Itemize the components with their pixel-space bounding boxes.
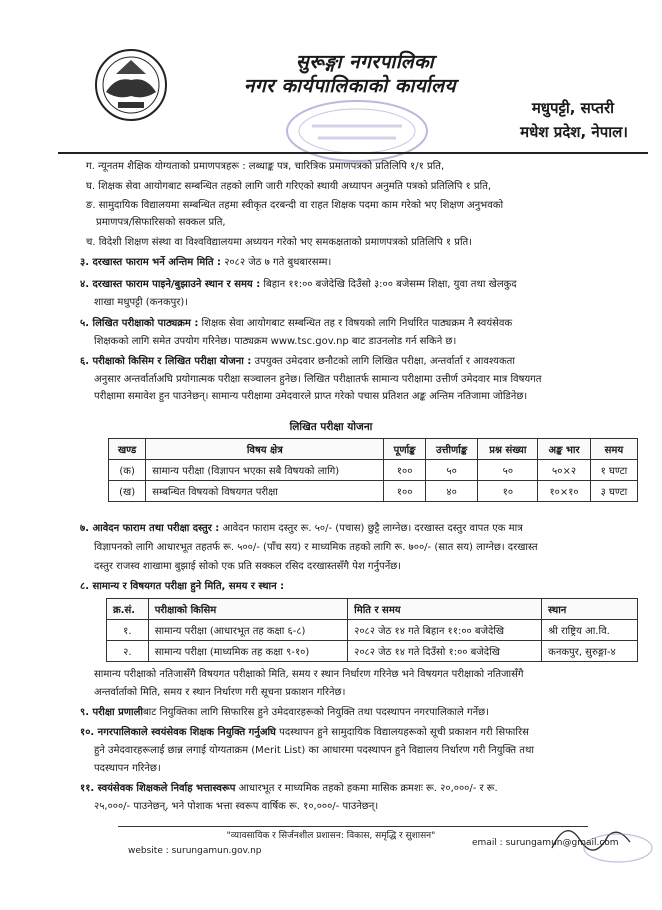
table-cell: १० bbox=[478, 481, 538, 502]
address-line-2: मधेश प्रदेश, नेपाल। bbox=[520, 123, 628, 141]
para-10-cont-2: पदस्थापन गरिनेछ। bbox=[94, 763, 161, 774]
para-7-head: ७. आवेदन फाराम तथा परीक्षा दस्तुर : bbox=[80, 523, 220, 534]
footer-email[interactable]: email : surungamun@gmail.com bbox=[472, 838, 619, 848]
table-cell: सामान्य परीक्षा (आधारभूत तह कक्षा ६-८) bbox=[148, 620, 347, 641]
after-table-line-1: सामान्य परीक्षाको नतिजासँगै विषयगत परीक्षाको मिति, समय र स्थान निर्धारण गरिनेछ भने विषयगत परीक्षाको नतिजासँगै bbox=[94, 669, 524, 680]
item-cha: च. विदेशी शिक्षण संस्था वा विश्वविद्यालयमा अध्ययन गरेको भए समकक्षताको प्रमाणपत्रको प्रतिलिपि १ प्रति। bbox=[86, 237, 473, 248]
table-header-cell: खण्ड bbox=[109, 439, 146, 460]
table-cell: श्री राष्ट्रिय आ.वि. bbox=[542, 620, 638, 641]
para-4 bbox=[80, 278, 517, 292]
para-5-head: ५. लिखित परीक्षाको पाठ्यक्रम : bbox=[80, 318, 199, 329]
item-nga-cont: प्रमाणपत्र/सिफारिसको सक्कल प्रति, bbox=[96, 217, 226, 228]
footer-slogan: "व्यावसायिक र सिर्जनशील प्रशासन: विकास, समृद्धि र सुशासन" bbox=[226, 831, 436, 841]
para-5-cont: शिक्षकको लागि समेत उपयोग गरिनेछ। पाठ्यक्रम www.tsc.gov.np बाट डाउनलोड गर्न सकिने छ। bbox=[94, 336, 457, 347]
municipality-name: सुरूङ्गा नगरपालिका bbox=[295, 51, 435, 73]
para-3-head: ३. दरखास्त फाराम भर्ने अन्तिम मिति : bbox=[80, 257, 222, 268]
table-cell: २०८२ जेठ १४ गते बिहान ११:०० बजेदेखि bbox=[348, 620, 542, 641]
para-4-cont: शाखा मधुपट्टी (कनकपुर)। bbox=[94, 297, 189, 308]
table-cell: ५० bbox=[478, 460, 538, 481]
para-7-cont-1: विज्ञापनको लागि आधारभूत तहतर्फ रू. ५००/- (पाँच सय) र माध्यमिक तहको लागि रू. ७००/- (सात सय) लाग्नेछ। दरखास्त bbox=[94, 542, 538, 553]
table-cell: कनकपुर, सुरुङ्गा-४ bbox=[542, 641, 638, 662]
table-cell: २०८२ जेठ १४ गते दिउँसो १:०० बजेदेखि bbox=[348, 641, 542, 662]
exam-table-caption: लिखित परीक्षा योजना bbox=[289, 421, 373, 433]
table-header-cell: उत्तीर्णाङ्क bbox=[425, 439, 478, 460]
schedule-table bbox=[106, 598, 638, 662]
item-ga: ग. न्यूनतम शैक्षिक योग्यताको प्रमाणपत्रहरू : लब्धाङ्क पत्र, चारित्रिक प्रमाणपत्रको प्रतिलिपि १/१ प्रति, bbox=[86, 161, 445, 172]
table-row bbox=[107, 620, 638, 641]
para-10 bbox=[80, 726, 529, 740]
para-9-text: बाट नियुक्तिका लागि सिफारिस हुने उमेदवारहरूको नियुक्ति तथा पदस्थापन नगरपालिकाले गर्नेछ। bbox=[142, 707, 489, 718]
nepal-emblem-logo bbox=[92, 46, 170, 124]
para-6-text: उपयुक्त उमेदवार छनौटको लागि लिखित परीक्षा, अन्तर्वार्ता र आवश्यकता bbox=[251, 356, 515, 367]
table-header-cell: प्रश्न संख्या bbox=[478, 439, 538, 460]
para-4-head: ४. दरखास्त फाराम पाइने/बुझाउने स्थान र समय : bbox=[80, 279, 261, 290]
para-5 bbox=[80, 317, 512, 331]
table-header-cell: अङ्क भार bbox=[538, 439, 591, 460]
table-cell: २. bbox=[107, 641, 149, 662]
para-3-text: २०८२ जेठ ७ गते बुधबारसम्म। bbox=[221, 257, 332, 268]
office-name: नगर कार्यपालिकाको कार्यालय bbox=[243, 75, 457, 97]
para-6-cont-1: अनुसार अन्तर्वार्ताअघि प्रयोगात्मक परीक्षा सञ्चालन हुनेछ। लिखित परीक्षातर्फ सामान्य परीक्षामा उत्तीर्ण उमेदवार मात्र विषयगत bbox=[94, 374, 542, 385]
para-6-head: ६. परीक्षाको किसिम र लिखित परीक्षा योजना : bbox=[80, 356, 252, 367]
table-row bbox=[109, 460, 638, 481]
table-cell: (ख) bbox=[109, 481, 146, 502]
para-7-text: आवेदन फाराम दस्तुर रू. ५०/- (पचास) छुट्टै लाग्नेछ। दरखास्त दस्तुर वापत एक मात्र bbox=[219, 523, 523, 534]
para-6 bbox=[80, 355, 515, 369]
para-11-text: आधारभूत र माध्यमिक तहको हकमा मासिक क्रमशः रू. २०,०००/- र रू. bbox=[235, 783, 498, 794]
table-cell: सामान्य परीक्षा (विज्ञापन भएका सबै विषयको लागि) bbox=[146, 460, 384, 481]
table-header-cell: क्र.सं. bbox=[107, 599, 149, 620]
table-cell: ३ घण्टा bbox=[590, 481, 637, 502]
para-11-head: ११. स्वयंसेवक शिक्षकले निर्वाह भत्तास्वरूप bbox=[80, 783, 236, 794]
table-header-cell: मिति र समय bbox=[348, 599, 542, 620]
footer-divider bbox=[118, 826, 588, 827]
para-8-head: ८. सामान्य र विषयगत परीक्षा हुने मिति, समय र स्थान : bbox=[80, 581, 285, 592]
table-cell: ५०×२ bbox=[538, 460, 591, 481]
para-6-cont-2: परीक्षामा समावेश हुन पाउनेछन्। सामान्य परीक्षामा उमेदवारले प्राप्त गरेको पचास प्रतिशत अङ्क अन्तिम नतिजामा जोडिनेछ। bbox=[94, 391, 528, 402]
table-cell: ५० bbox=[425, 460, 478, 481]
table-cell: (क) bbox=[109, 460, 146, 481]
address-line-1: मधुपट्टी, सप्तरी bbox=[531, 99, 614, 117]
table-cell: १०० bbox=[384, 481, 425, 502]
table-row bbox=[109, 481, 638, 502]
table-cell: १०×१० bbox=[538, 481, 591, 502]
para-11 bbox=[80, 782, 498, 796]
header-divider bbox=[58, 152, 648, 154]
table-header-cell: पूर्णाङ्क bbox=[384, 439, 425, 460]
para-3 bbox=[80, 256, 331, 270]
footer-website[interactable]: website : surungamun.gov.np bbox=[128, 846, 262, 856]
office-stamp-icon bbox=[282, 96, 432, 166]
table-header-cell: परीक्षाको किसिम bbox=[148, 599, 347, 620]
exam-table bbox=[108, 438, 638, 502]
table-header-cell: स्थान bbox=[542, 599, 638, 620]
table-cell: ४० bbox=[425, 481, 478, 502]
table-cell: १ घण्टा bbox=[590, 460, 637, 481]
item-nga: ङ. सामुदायिक विद्यालयमा सम्बन्धित तहमा स्वीकृत दरबन्दी वा राहत शिक्षक पदमा काम गरेको भए शिक्षण अनुभवको bbox=[86, 200, 504, 211]
para-9-head: ९. परीक्षा प्रणाली bbox=[80, 707, 143, 718]
table-cell: १. bbox=[107, 620, 149, 641]
para-10-cont-1: हुने उमेदवारहरूलाई छान्न लगाई योग्यताक्रम (Merit List) का आधारमा पदस्थापन हुने विद्यालय निर्धारण गरी नियुक्ति तथा bbox=[94, 745, 534, 756]
table-cell: सम्बन्धित विषयको विषयगत परीक्षा bbox=[146, 481, 384, 502]
para-5-text: शिक्षक सेवा आयोगबाट सम्बन्धित तह र विषयको लागि निर्धारित पाठ्यक्रम नै स्वयंसेवक bbox=[198, 318, 513, 329]
para-11-cont: २५,०००/- पाउनेछन्, भने पोशाक भत्ता स्वरूप वार्षिक रू. १०,०००/- पाउनेछन्। bbox=[94, 801, 379, 812]
para-4-text: बिहान ११:०० बजेदेखि दिउँसो ३:०० बजेसम्म शिक्षा, युवा तथा खेलकुद bbox=[260, 279, 517, 290]
table-header-cell: विषय क्षेत्र bbox=[146, 439, 384, 460]
para-10-head: १०. नगरपालिकाले स्वयंसेवक शिक्षक नियुक्ति गर्नुअघि bbox=[80, 727, 276, 738]
table-header-row bbox=[109, 439, 638, 460]
table-cell: १०० bbox=[384, 460, 425, 481]
table-header-cell: समय bbox=[590, 439, 637, 460]
table-cell: सामान्य परीक्षा (माध्यमिक तह कक्षा ९-१०) bbox=[148, 641, 347, 662]
table-header-row bbox=[107, 599, 638, 620]
para-10-text: पदस्थापन हुने सामुदायिक विद्यालयहरूको सूची प्रकाशन गरी सिफारिस bbox=[275, 727, 529, 738]
para-7-cont-2: दस्तुर राजस्व शाखामा बुझाई सोको एक प्रति सक्कल रसिद दरखास्तसँगै पेश गर्नुपर्नेछ। bbox=[94, 561, 402, 572]
para-7 bbox=[80, 522, 523, 536]
after-table-line-2: अन्तर्वार्ताको मिति, समय र स्थान निर्धारण गरी सूचना प्रकाशन गरिनेछ। bbox=[94, 687, 346, 698]
item-gha: घ. शिक्षक सेवा आयोगबाट सम्बन्धित तहको लागि जारी गरिएको स्थायी अध्यापन अनुमति पत्रको प्रतिलिपि १ प्रति, bbox=[86, 181, 492, 192]
table-row bbox=[107, 641, 638, 662]
para-9 bbox=[80, 706, 489, 720]
